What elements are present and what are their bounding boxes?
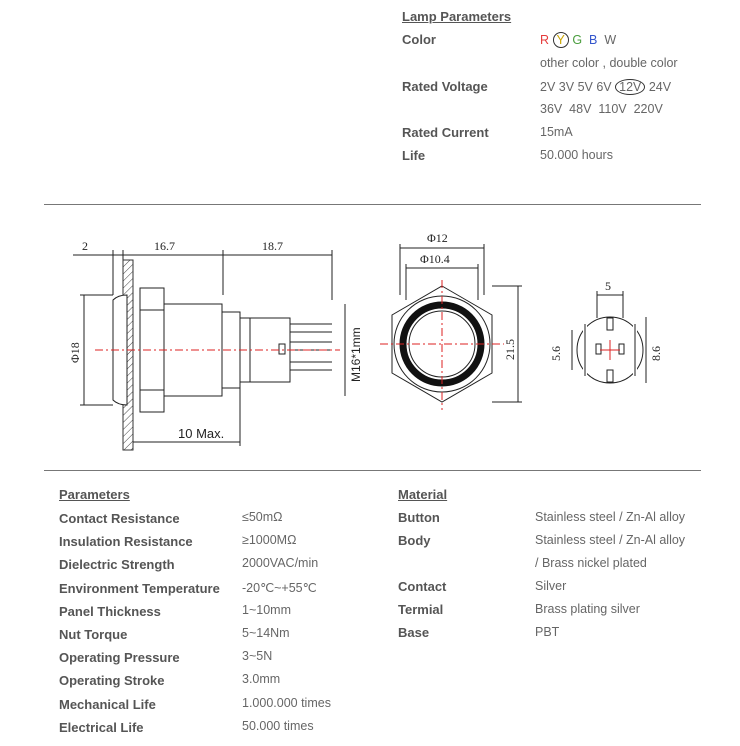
contact-label: Contact bbox=[398, 579, 447, 594]
voltage-options-line1 bbox=[540, 79, 671, 95]
voltage-options-line2: 36V 48V 110V 220V bbox=[540, 102, 663, 116]
param-row bbox=[59, 603, 359, 626]
dim-16-7: 16.7 bbox=[154, 239, 175, 253]
param-label: Contact Resistance bbox=[59, 511, 180, 526]
param-label: Operating Pressure bbox=[59, 650, 180, 666]
parameters-heading: Parameters bbox=[59, 487, 130, 502]
param-value: 3.0mm bbox=[242, 672, 281, 687]
param-row bbox=[59, 533, 359, 556]
param-value: ≤50mΩ bbox=[242, 510, 283, 524]
dim-phi10-4: Φ10.4 bbox=[420, 252, 450, 266]
color-b: B bbox=[589, 33, 598, 47]
voltage-3v: 3V bbox=[558, 80, 575, 94]
dim-5-6: 5.6 bbox=[549, 346, 563, 361]
color-w: W bbox=[604, 33, 617, 47]
param-row bbox=[59, 626, 359, 649]
param-row bbox=[59, 510, 359, 533]
pin-view bbox=[572, 291, 646, 383]
param-value: 2000VAC/min bbox=[242, 556, 319, 571]
param-row bbox=[59, 556, 359, 579]
param-label: Mechanical Life bbox=[59, 696, 156, 712]
contact-value: Silver bbox=[535, 579, 567, 593]
dim-5: 5 bbox=[605, 279, 611, 293]
parameters-table bbox=[59, 510, 359, 742]
param-label: Operating Stroke bbox=[59, 673, 165, 689]
param-label: Panel Thickness bbox=[59, 603, 161, 619]
color-options bbox=[540, 32, 616, 48]
param-row bbox=[59, 696, 359, 719]
divider-bottom bbox=[44, 470, 701, 471]
material-heading: Material bbox=[398, 487, 448, 502]
lamp-parameters-heading: Lamp Parameters bbox=[402, 9, 512, 24]
button-label: Button bbox=[398, 510, 440, 525]
voltage-6v: 6V bbox=[596, 80, 612, 94]
dim-thread: M16*1mm bbox=[349, 327, 363, 382]
dim-phi12: Φ12 bbox=[427, 231, 448, 245]
rated-current-value: 15mA bbox=[540, 125, 573, 139]
termial-value: Brass plating silver bbox=[535, 602, 640, 616]
voltage-24v: 24V bbox=[648, 80, 672, 94]
dim-8-6: 8.6 bbox=[649, 346, 663, 361]
life-value: 50.000 hours bbox=[540, 148, 613, 162]
body-value: Stainless steel / Zn-Al alloy bbox=[535, 533, 686, 547]
param-value: 50.000 times bbox=[242, 718, 314, 733]
termial-label: Termial bbox=[398, 602, 444, 617]
button-value: Stainless steel / Zn-Al alloy bbox=[535, 510, 686, 524]
voltage-2v: 2V bbox=[540, 80, 556, 94]
dim-21-5: 21.5 bbox=[503, 339, 517, 360]
param-value: 1~10mm bbox=[242, 602, 291, 617]
param-label: Environment Temperature bbox=[59, 580, 220, 596]
color-g: G bbox=[572, 33, 583, 47]
param-value: 5~14Nm bbox=[242, 625, 290, 640]
color-note: other color , double color bbox=[540, 56, 678, 70]
dim-phi18: Φ18 bbox=[68, 342, 82, 363]
param-label: Insulation Resistance bbox=[59, 534, 193, 550]
param-label: Dielectric Strength bbox=[59, 557, 175, 573]
voltage-12v-selected: 12V bbox=[615, 79, 645, 95]
param-row bbox=[59, 580, 359, 603]
param-row bbox=[59, 649, 359, 672]
divider-top bbox=[44, 204, 701, 205]
dim-2: 2 bbox=[82, 239, 88, 253]
body-value-2: / Brass nickel plated bbox=[535, 556, 647, 570]
param-label: Nut Torque bbox=[59, 626, 128, 642]
front-view bbox=[380, 244, 522, 410]
technical-drawing bbox=[0, 220, 740, 460]
color-r: R bbox=[540, 33, 550, 47]
param-value: 1.000.000 times bbox=[242, 695, 331, 710]
color-label: Color bbox=[402, 32, 436, 47]
param-value: 3~5N bbox=[242, 649, 273, 664]
param-label: Electrical Life bbox=[59, 719, 144, 735]
base-value: PBT bbox=[535, 625, 560, 639]
rated-voltage-label: Rated Voltage bbox=[402, 79, 488, 94]
color-y-selected: Y bbox=[553, 32, 569, 48]
param-row bbox=[59, 672, 359, 695]
rated-current-label: Rated Current bbox=[402, 125, 489, 140]
base-label: Base bbox=[398, 625, 430, 640]
dim-10-max: 10 Max. bbox=[178, 426, 225, 441]
side-view bbox=[73, 250, 345, 450]
voltage-5v: 5V bbox=[577, 80, 593, 94]
param-value: ≥1000MΩ bbox=[242, 533, 297, 548]
life-label: Life bbox=[402, 148, 426, 163]
dim-18-7: 18.7 bbox=[262, 239, 283, 253]
param-row bbox=[59, 719, 359, 742]
param-value: -20℃~+55℃ bbox=[242, 580, 317, 595]
body-label: Body bbox=[398, 533, 431, 548]
